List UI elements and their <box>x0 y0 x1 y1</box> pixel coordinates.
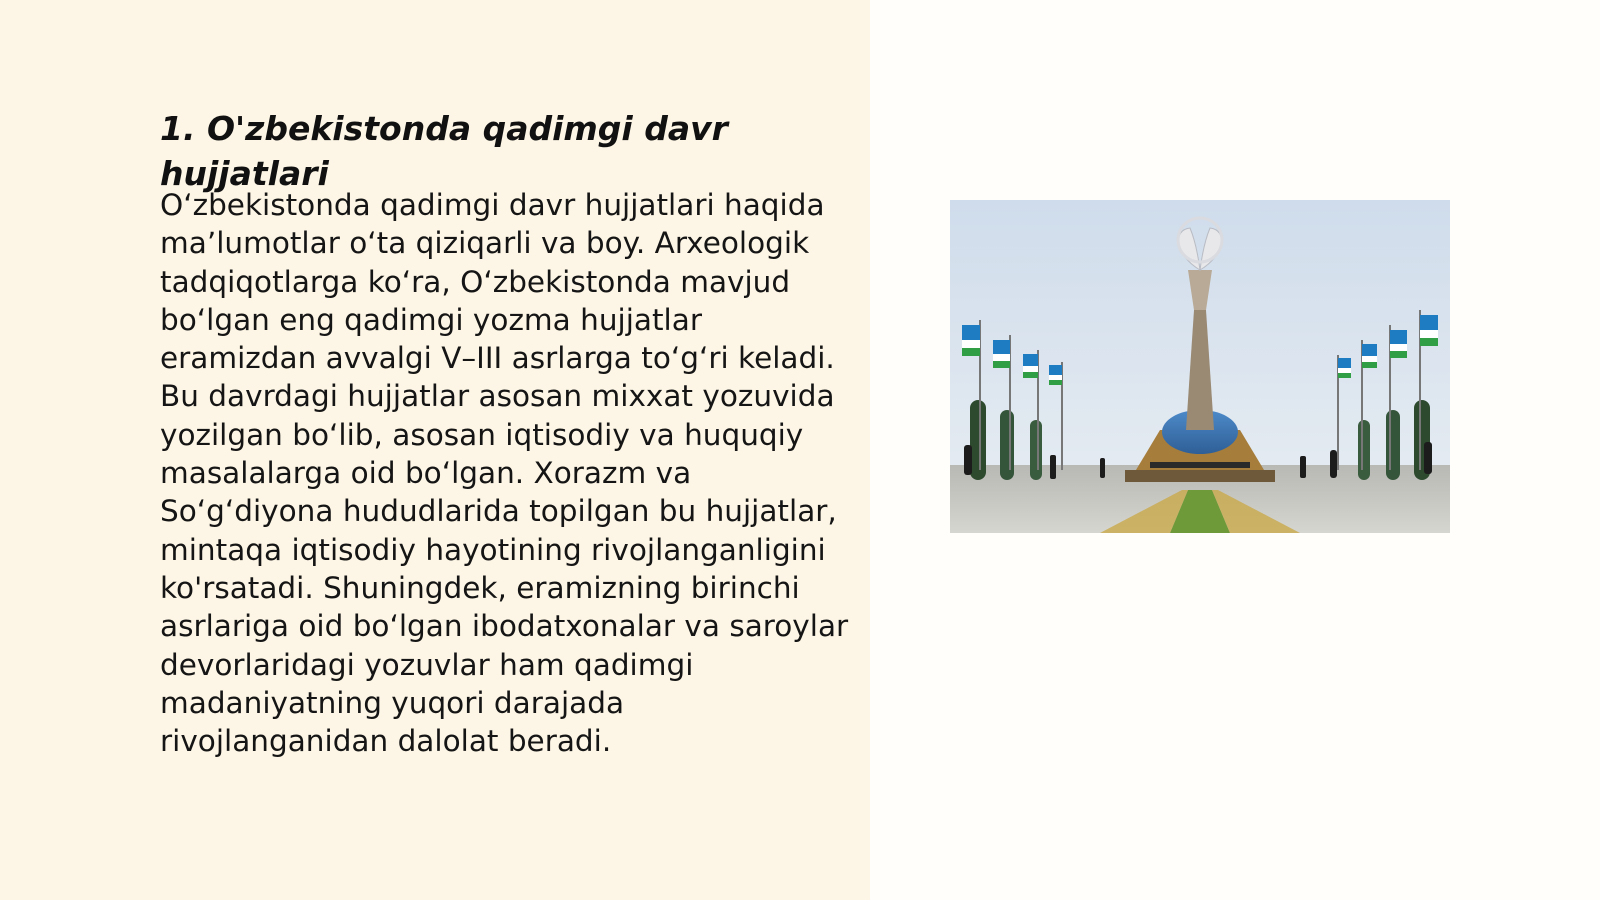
monument-photo <box>950 200 1450 533</box>
slide-body-text: O‘zbekistonda qadimgi davr hujjatlari haqida ma’lumotlar o‘ta qiziqarli va boy. Arxeologik tadqiqotlarga ko‘ra, O‘zbekistonda mavjud bo‘lgan eng qadimgi yozma hujjatlar eramizdan avvalgi V–III asrlarga to‘g‘ri keladi. Bu davrdagi hujjatlar asosan mixxat yozuvida yozilgan bo‘lib, asosan iqtisodiy va huquqiy masalalarga oid bo‘lgan. Xorazm va So‘g‘diyona hududlarida topilgan bu hujjatlar, mintaqa iqtisodiy hayotining rivojlanganligini ko'rsatadi. Shuningdek, eramizning birinchi asrlariga oid bo‘lgan ibodatxonalar va saroylar devorlaridagi yozuvlar ham qadimgi madaniyatning yuqori darajada rivojlanganidan dalolat beradi. <box>160 188 849 759</box>
slide-title: 1. O'zbekistonda qadimgi davr hujjatlari <box>160 109 728 193</box>
